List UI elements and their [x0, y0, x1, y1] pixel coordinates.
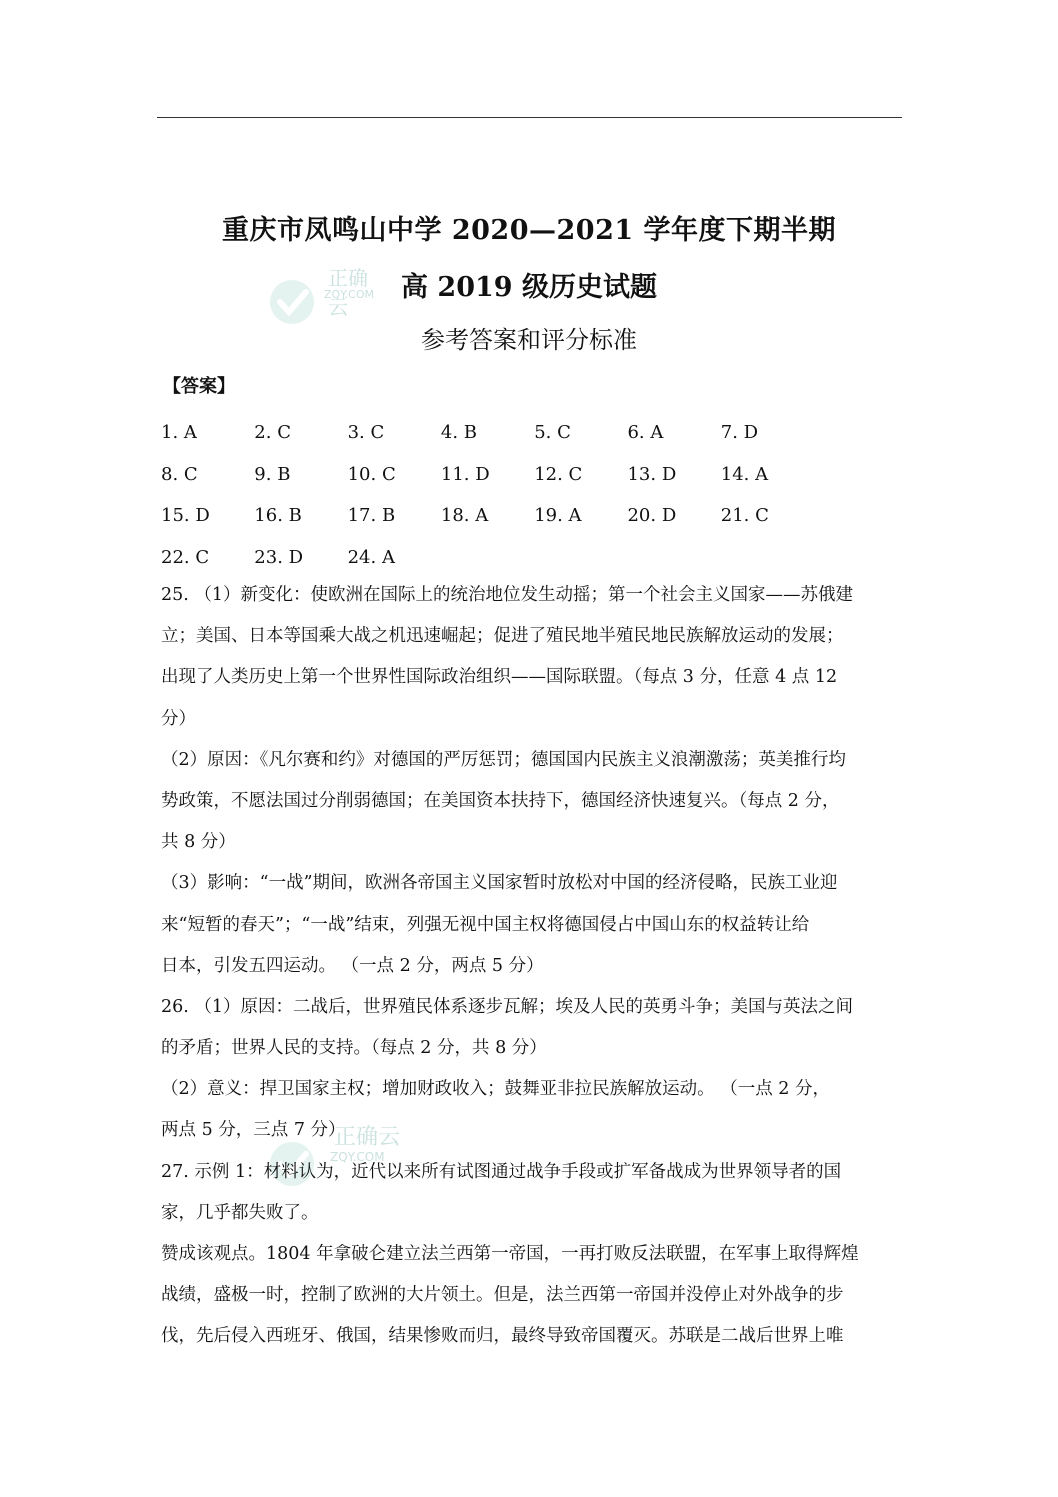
- answer-cell: 14. A: [720, 463, 769, 485]
- answers-label: 【答案】: [163, 376, 235, 397]
- body-line: 伐，先后侵入西班牙、俄国，结果惨败而归，最终导致帝国覆灭。苏联是二战后世界上唯: [161, 1326, 844, 1347]
- answer-row: [161, 537, 814, 579]
- answer-row: [161, 412, 814, 454]
- body-line: 赞成该观点。1804 年拿破仑建立法兰西第一帝国，一再打败反法联盟，在军事上取得辉煌: [161, 1244, 859, 1264]
- watermark-domain: ZQY.COM: [324, 288, 375, 301]
- body-line: 25. （1）新变化：使欧洲在国际上的统治地位发生动摇；第一个社会主义国家——苏俄建: [161, 585, 854, 605]
- answer-cell: 18. A: [440, 505, 489, 527]
- answer-cell: 4. B: [440, 422, 478, 444]
- answer-grid: [161, 412, 814, 578]
- body-line: 两点 5 分，三点 7 分）: [161, 1120, 346, 1141]
- body-line: 立；美国、日本等国乘大战之机迅速崛起；促进了殖民地半殖民地民族解放运动的发展；: [161, 626, 844, 647]
- answer-cell: 11. D: [440, 463, 490, 485]
- answer-row: [161, 454, 814, 496]
- answer-cell: 23. D: [254, 546, 304, 568]
- answer-cell: 16. B: [254, 505, 302, 527]
- answer-cell: 22. C: [161, 546, 210, 568]
- answer-cell: 17. B: [347, 505, 396, 527]
- answer-cell: 21. C: [720, 505, 769, 527]
- body-line: 日本，引发五四运动。 （一点 2 分，两点 5 分）: [161, 955, 544, 976]
- answer-cell: 12. C: [534, 463, 583, 485]
- answer-cell: 13. D: [627, 463, 677, 485]
- body-line: 家，几乎都失败了。: [161, 1202, 319, 1223]
- page-caption: 参考答案和评分标准: [421, 326, 637, 354]
- body-line: 分）: [161, 708, 196, 729]
- answer-cell: 7. D: [720, 422, 759, 444]
- body-line: 的矛盾；世界人民的支持。（每点 2 分，共 8 分）: [161, 1038, 547, 1059]
- body-line: 26. （1）原因：二战后，世界殖民体系逐步瓦解；埃及人民的英勇斗争；美国与英法之间: [161, 996, 854, 1017]
- answer-row: [161, 495, 814, 537]
- body-line: （2）意义：捍卫国家主权；增加财政收入；鼓舞亚非拉民族解放运动。 （一点 2 分，: [161, 1079, 830, 1100]
- answer-cell: 3. C: [347, 422, 385, 444]
- body-line: 势政策，不愿法国过分削弱德国；在美国资本扶持下，德国经济快速复兴。（每点 2 分，: [161, 790, 840, 811]
- answer-cell: 2. C: [254, 422, 291, 444]
- watermark-brand: 正确云: [328, 266, 368, 319]
- answer-cell: 5. C: [534, 422, 571, 444]
- answer-cell: 6. A: [627, 422, 664, 444]
- answer-explanations: [161, 575, 901, 1358]
- body-line: 共 8 分）: [161, 832, 236, 853]
- answer-cell: 10. C: [347, 463, 396, 485]
- page-subtitle: 高 2019 级历史试题: [401, 272, 657, 303]
- answer-cell: 15. D: [161, 505, 210, 527]
- answer-cell: 20. D: [627, 505, 677, 527]
- answer-cell: 24. A: [347, 546, 395, 568]
- answer-cell: 19. A: [534, 505, 582, 527]
- body-line: 出现了人类历史上第一个世界性国际政治组织——国际联盟。（每点 3 分，任意 4 点 12: [161, 667, 838, 688]
- body-line: （3）影响：“一战”期间，欧洲各帝国主义国家暂时放松对中国的经济侵略，民族工业迎: [161, 873, 838, 894]
- body-line: 战绩，盛极一时，控制了欧洲的大片领土。但是，法兰西第一帝国并没停止对外战争的步: [161, 1285, 844, 1306]
- body-line: 来“短暂的春天”；“一战”结束，列强无视中国主权将德国侵占中国山东的权益转让给: [161, 914, 810, 935]
- watermark-domain: ZQY.COM: [330, 1150, 385, 1164]
- watermark-brand: 正确云: [334, 1125, 401, 1150]
- answer-cell: 9. B: [254, 463, 291, 485]
- page-title: 重庆市凤鸣山中学 2020—2021 学年度下期半期: [221, 215, 837, 246]
- header-rule: [157, 117, 902, 118]
- body-line: （2）原因：《凡尔赛和约》对德国的严厉惩罚；德国国内民族主义浪潮激荡；英美推行均: [161, 749, 846, 770]
- answer-cell: 8. C: [161, 463, 198, 485]
- answer-cell: 1. A: [161, 422, 197, 444]
- body-line: 27. 示例 1：材料认为，近代以来所有试图通过战争手段或扩军备战成为世界领导者的国: [161, 1161, 842, 1182]
